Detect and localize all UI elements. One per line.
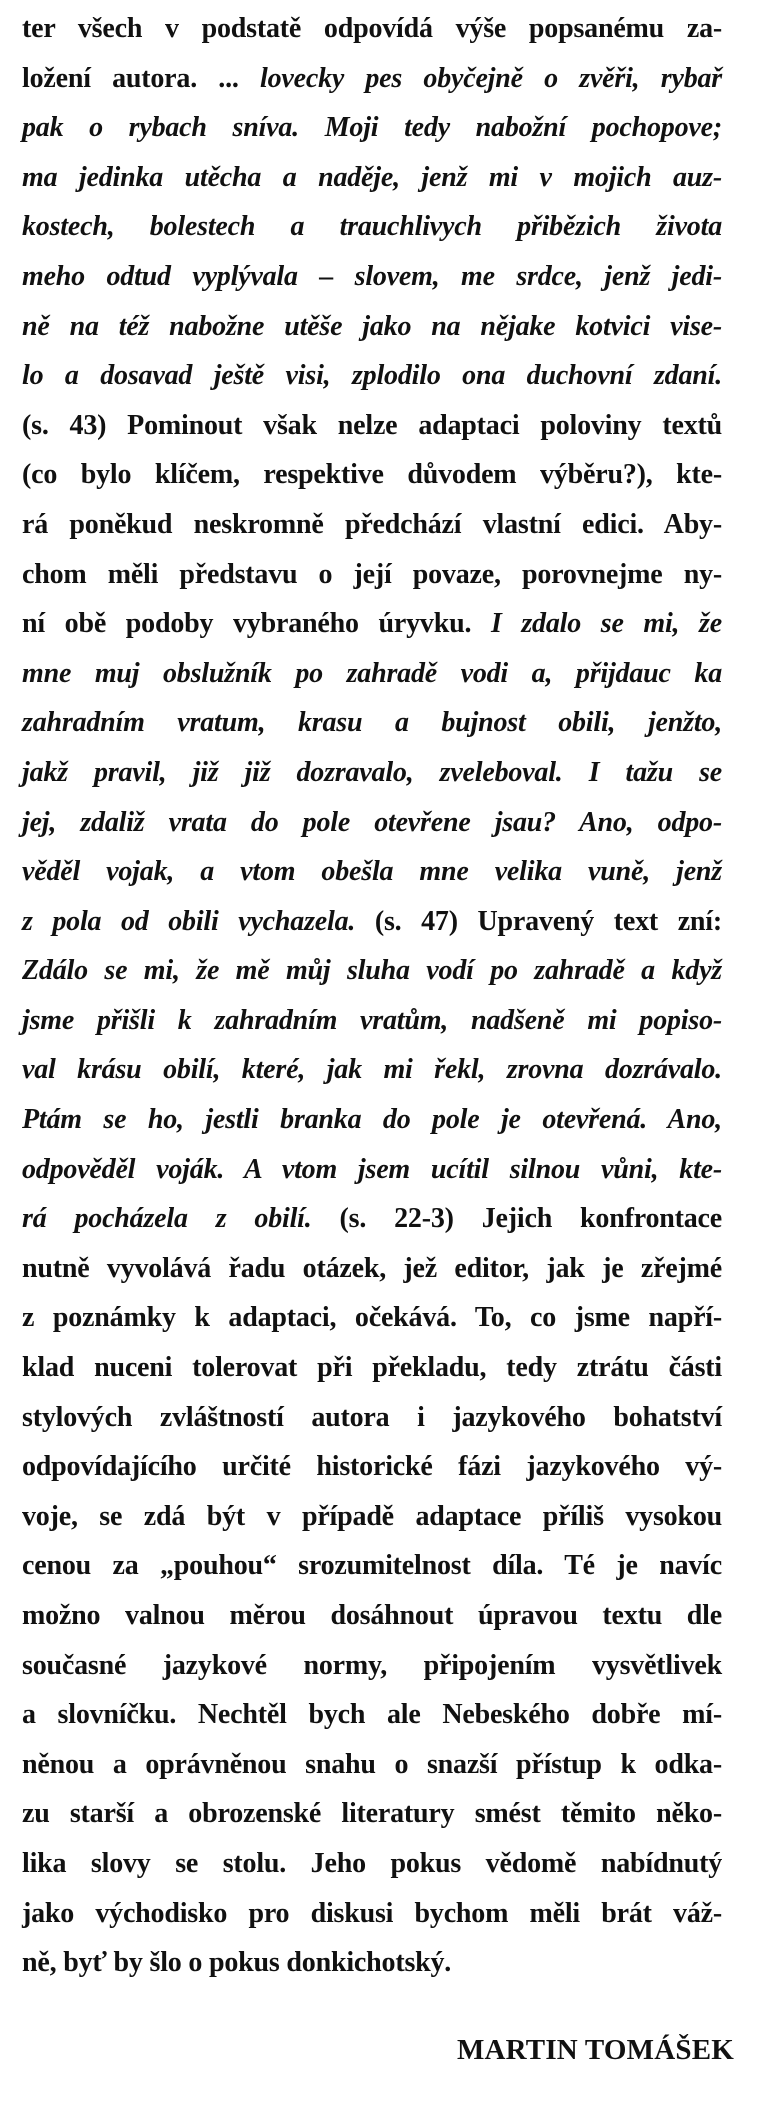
text-line [22, 946, 722, 996]
text-segment: zu starší a obrozenské literatury smést těmito něko- [22, 1798, 722, 1830]
italic-quote-segment: pak o rybach sníva. Moji tedy nabožní pochopove; [22, 112, 722, 144]
italic-quote-segment: věděl vojak, a vtom obešla mne velika vuně, jenž [22, 856, 722, 888]
text-segment: možno valnou měrou dosáhnout úpravou textu dle [22, 1600, 722, 1631]
text-segment: z poznámky k adaptaci, očekává. To, co jsme napří- [22, 1302, 722, 1334]
text-line [22, 1343, 722, 1393]
text-line [22, 1293, 722, 1343]
text-line [22, 1045, 722, 1095]
italic-quote-segment: mne muj obslužník po zahradě vodi a, přijdauc ka [22, 657, 722, 689]
text-segment: něnou a oprávněnou snahu o snazší přístup k odka- [22, 1748, 722, 1780]
italic-quote-segment: odpověděl voják. A vtom jsem ucítil silnou vůni, kte- [22, 1153, 722, 1185]
text-segment: stylových zvláštností autora i jazykového bohatství [22, 1401, 722, 1433]
text-line [22, 649, 722, 699]
italic-quote-segment: val krásu obilí, které, jak mi řekl, zrovna dozrávalo. [22, 1054, 722, 1086]
text-line [22, 1889, 722, 1939]
text-line [22, 153, 722, 203]
text-segment: ter všech v podstatě odpovídá výše popsanému za- [22, 13, 722, 44]
text-line [22, 1740, 722, 1790]
text-line [22, 798, 722, 848]
text-segment: odpovídajícího určité historické fázi jazykového vý- [22, 1451, 722, 1483]
text-segment: jako východisko pro diskusi bychom měli brát váž- [22, 1897, 722, 1929]
text-segment: cenou za „pouhou“ srozumitelnost díla. Té je navíc [22, 1550, 722, 1582]
italic-quote-segment: I zdalo se mi, že [490, 608, 722, 640]
text-line [22, 252, 722, 302]
text-line [22, 302, 722, 352]
text-line [22, 1145, 722, 1195]
text-line [22, 550, 722, 600]
text-line [22, 1839, 722, 1889]
text-line [22, 54, 722, 104]
italic-quote-segment: lovecky pes obyčejně o zvěři, rybař [260, 62, 722, 94]
text-segment: (s. 43) Pominout však nelze adaptaci poloviny textů [22, 409, 722, 441]
italic-quote-segment: Zdálo se mi, že mě můj sluha vodí po zahradě a když [22, 955, 722, 987]
italic-quote-segment: meho odtud vyplývala – slovem, me srdce, jenž jedi- [22, 260, 722, 292]
text-line [22, 1492, 722, 1542]
text-line [22, 1641, 722, 1691]
text-segment: lika slovy se stolu. Jeho pokus vědomě nabídnutý [22, 1847, 722, 1879]
text-line [22, 1591, 722, 1641]
text-segment: (co bylo klíčem, respektive důvodem výběru?), kte- [22, 459, 722, 491]
text-line [22, 897, 722, 947]
italic-quote-segment: lo a dosavad ještě visi, zplodilo ona duchovní zdaní. [22, 360, 722, 392]
text-segment: nutně vyvolává řadu otázek, jež editor, jak je zřejmé [22, 1252, 722, 1284]
text-segment: ní obě podoby vybraného úryvku. [22, 608, 491, 640]
text-line [22, 351, 722, 401]
text-line [22, 1938, 722, 1988]
italic-quote-segment: jakž pravil, již již dozravalo, zveleboval. I tažu se [22, 756, 722, 788]
italic-quote-segment: kostech, bolestech a trauchlivych přibězich života [22, 211, 722, 243]
text-line [22, 1541, 722, 1591]
text-line [22, 500, 722, 550]
text-line [22, 401, 722, 451]
text-line [22, 748, 722, 798]
text-line [22, 103, 722, 153]
text-segment: (s. 47) Upravený text zní: [355, 905, 722, 937]
text-line [22, 1690, 722, 1740]
text-segment: ložení autora. ... [22, 62, 260, 94]
text-line [22, 1442, 722, 1492]
italic-quote-segment: z pola od obili vychazela. [22, 905, 356, 937]
text-line [22, 698, 722, 748]
text-segment: (s. 22-3) Jejich konfrontace [311, 1203, 722, 1235]
text-segment: voje, se zdá být v případě adaptace příliš vysokou [22, 1500, 722, 1532]
text-line [22, 1194, 722, 1244]
text-segment: a slovníčku. Nechtěl bych ale Nebeského dobře mí- [22, 1699, 722, 1731]
article-body [22, 4, 722, 1988]
text-line [22, 1244, 722, 1294]
text-line [22, 1095, 722, 1145]
italic-quote-segment: ma jedinka utěcha a naděje, jenž mi v mojich auz- [22, 161, 722, 193]
text-line [22, 1393, 722, 1443]
text-segment: současné jazykové normy, připojením vysvětlivek [22, 1649, 722, 1681]
text-segment: klad nuceni tolerovat při překladu, tedy ztrátu části [22, 1352, 722, 1384]
text-segment: rá poněkud neskromně předchází vlastní edici. Aby- [22, 508, 722, 540]
text-line [22, 450, 722, 500]
text-line [22, 4, 722, 54]
text-segment: ně, byť by šlo o pokus donkichotský. [22, 1947, 452, 1979]
text-line [22, 202, 722, 252]
italic-quote-segment: ně na též nabožne utěše jako na nějake kotvici vise- [22, 310, 722, 342]
italic-quote-segment: Ptám se ho, jestli branka do pole je otevřená. Ano, [22, 1104, 722, 1136]
text-line [22, 1789, 722, 1839]
italic-quote-segment: rá pocházela z obilí. [22, 1203, 312, 1235]
italic-quote-segment: jsme přišli k zahradním vratům, nadšeně mi popiso- [22, 1004, 722, 1036]
text-line [22, 847, 722, 897]
text-line [22, 996, 722, 1046]
italic-quote-segment: zahradním vratum, krasu a bujnost obili, jenžto, [22, 707, 722, 739]
author-signature: MARTIN TOMÁŠEK [456, 2034, 734, 2066]
text-segment: chom měli představu o její povaze, porovnejme ny- [22, 558, 722, 590]
text-line [22, 599, 722, 649]
italic-quote-segment: jej, zdaliž vrata do pole otevřene jsau? Ano, odpo- [22, 806, 722, 838]
